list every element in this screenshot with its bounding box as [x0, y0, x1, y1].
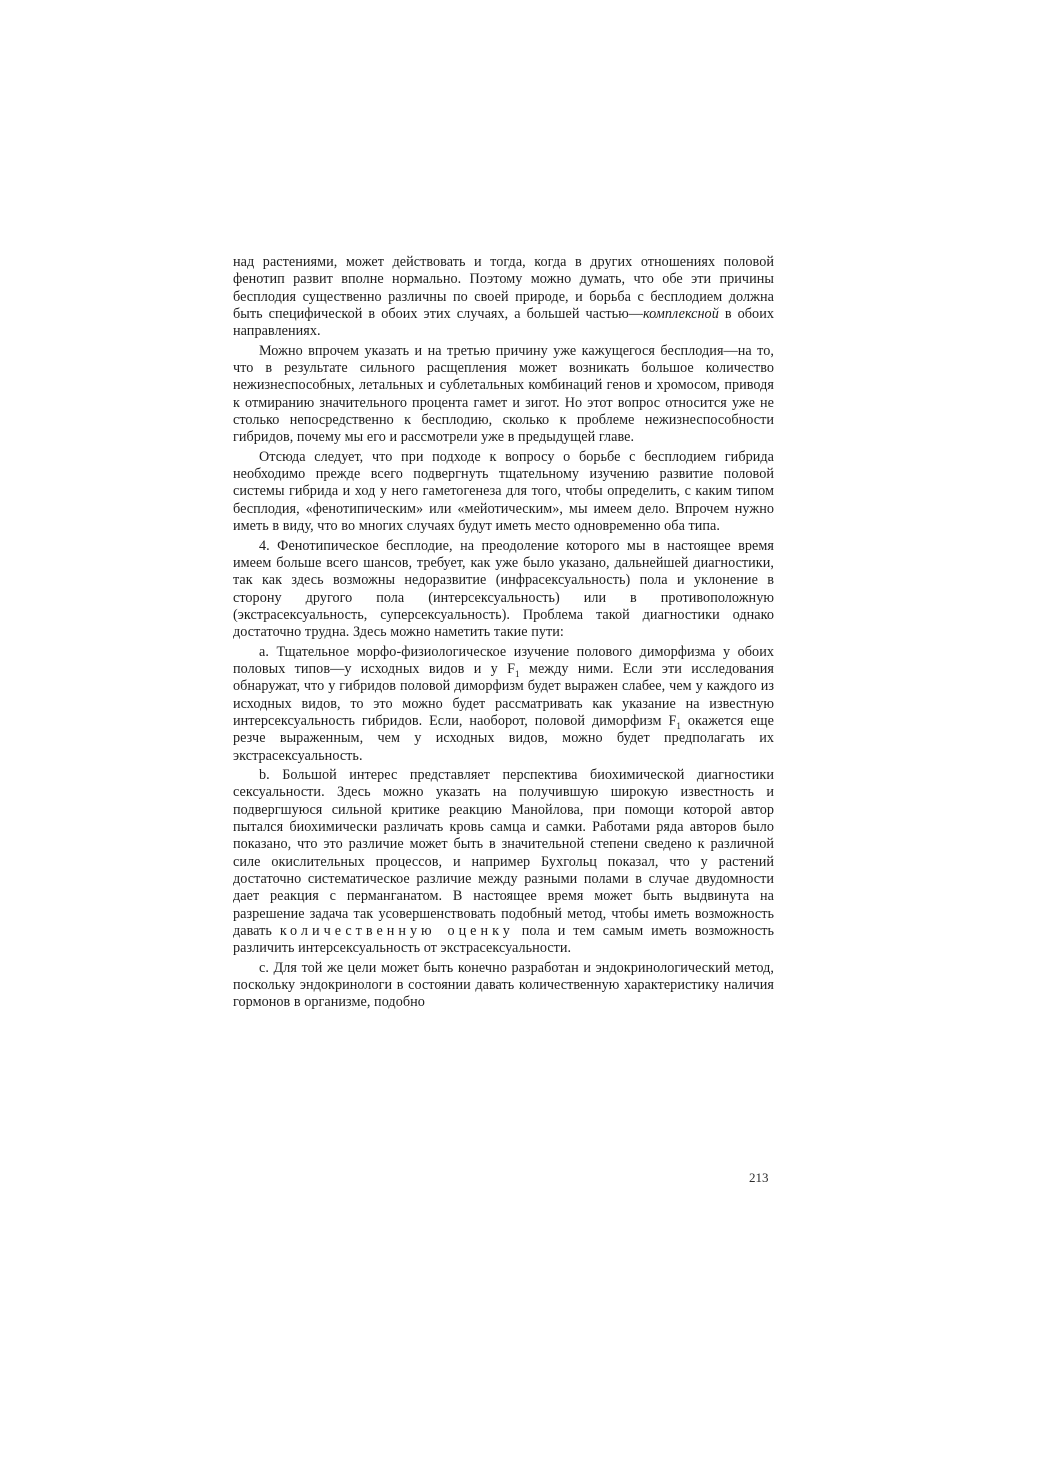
paragraph-3	[233, 449, 774, 536]
text-run: в обоих направлениях.	[233, 306, 774, 340]
text-run: c. Для той же цели может быть конечно разработан и эндокринологический метод, поскольку эндокринологи в состоянии давать количественную характеристику наличия гормонов в организме, подобно	[233, 959, 774, 1011]
paragraph-5-item-a	[233, 644, 774, 765]
paragraph-4-section-4	[233, 538, 774, 642]
text-run: Можно впрочем указать и на третью причину уже кажущегося бесплодия—на то, что в результате сильного расщепления может возникать большое количество нежизнеспособных, летальных и сублетальных комбинаций генов и хромосом, приводя к отмиранию значительного процента гамет и зигот. Но этот вопрос относится уже не столько непосредственно к бесплодию, сколько к проблеме нежизнеспособности гибридов, почему мы его и рассмотрели уже в предыдущей главе.	[233, 342, 774, 446]
text-run: a. Тщательное морфо-физиологическое изучение полового диморфизма у обоих половых типов—у исходных видов и у F	[233, 643, 774, 677]
text-run: над растениями, может действовать и тогда, когда в других отношениях половой фенотип развит вполне нормально. Поэтому можно думать, что обе эти причины бесплодия существенно различны по своей природе, и борьба с бесплодием должна быть специфической в обоих этих случаях, а большей частью—	[233, 254, 774, 323]
text-run: пола и тем самым иметь возможность различить интерсексуальность от экстрасексуальности.	[233, 923, 775, 957]
text-run: 4. Фенотипическое бесплодие, на преодоление которого мы в настоящее время имеем больше всего шансов, требует, как уже было указано, дальнейшей диагностики, так как здесь возможны недоразвитие (инфрасексуальность) пола и уклонение в сторону другого пола (интерсексуальность) или в противоположную (экстрасексуальность, суперсексуальность). Проблема такой диагностики однако достаточно трудна. Здесь можно наметить такие пути:	[233, 537, 774, 641]
page-number: 213	[749, 1170, 769, 1185]
text-run: Отсюда следует, что при подходе к вопросу о борьбе с бесплодием гибрида необходимо прежде всего подвергнуть тщательному изучению развитие половой системы гибрида и ход у него гаметогенеза для того, чтобы определить, с каким типом бесплодия, «фенотипическим» или «мейотическим», мы имеем дело. Впрочем нужно иметь в виду, что во многих случаях будут иметь место одновременно оба типа.	[233, 448, 774, 535]
text-run: b. Большой интерес представляет перспектива биохимической диагностики сексуальности. Здесь можно указать на получившую широкую известность и подвергшуюся сильной критике реакцию Манойлова, при помощи которой автор пытался биохимически различать кровь самца и самки. Работами ряда авторов было показано, что это различие может быть в значительной степени сведено к различной силе окислительных процессов, и например Бухгольц показал, что у растений достаточно систематическое различие между разными полами в случае двудомности дает реакция с перманганатом. В настоящее время может быть выдвинута на разрешение задача так усовершенствовать подобный метод, чтобы иметь возможность давать	[233, 766, 774, 940]
paragraph-7-item-c	[233, 960, 774, 1012]
text-run: между ними. Если эти исследования обнаружат, что у гибридов половой диморфизм будет выражен слабее, чем у каждого из исходных видов, то это можно будет рассматривать как указание на известную интерсексуальность гибридов. Если, наоборот, половой диморфизм F	[233, 660, 774, 729]
subscript-text: 1	[515, 668, 520, 679]
page-body-text	[233, 254, 774, 1014]
spaced-emphasis-text: количественную оценку	[279, 923, 514, 940]
text-run: окажется еще резче выраженным, чем у исходных видов, можно будет предполагать их экстрасексуальность.	[233, 712, 774, 764]
emphasis-text: комплексной	[643, 306, 719, 323]
paragraph-1	[233, 254, 774, 341]
paragraph-2	[233, 343, 774, 447]
subscript-text: 1	[676, 720, 681, 731]
paragraph-6-item-b	[233, 767, 774, 958]
